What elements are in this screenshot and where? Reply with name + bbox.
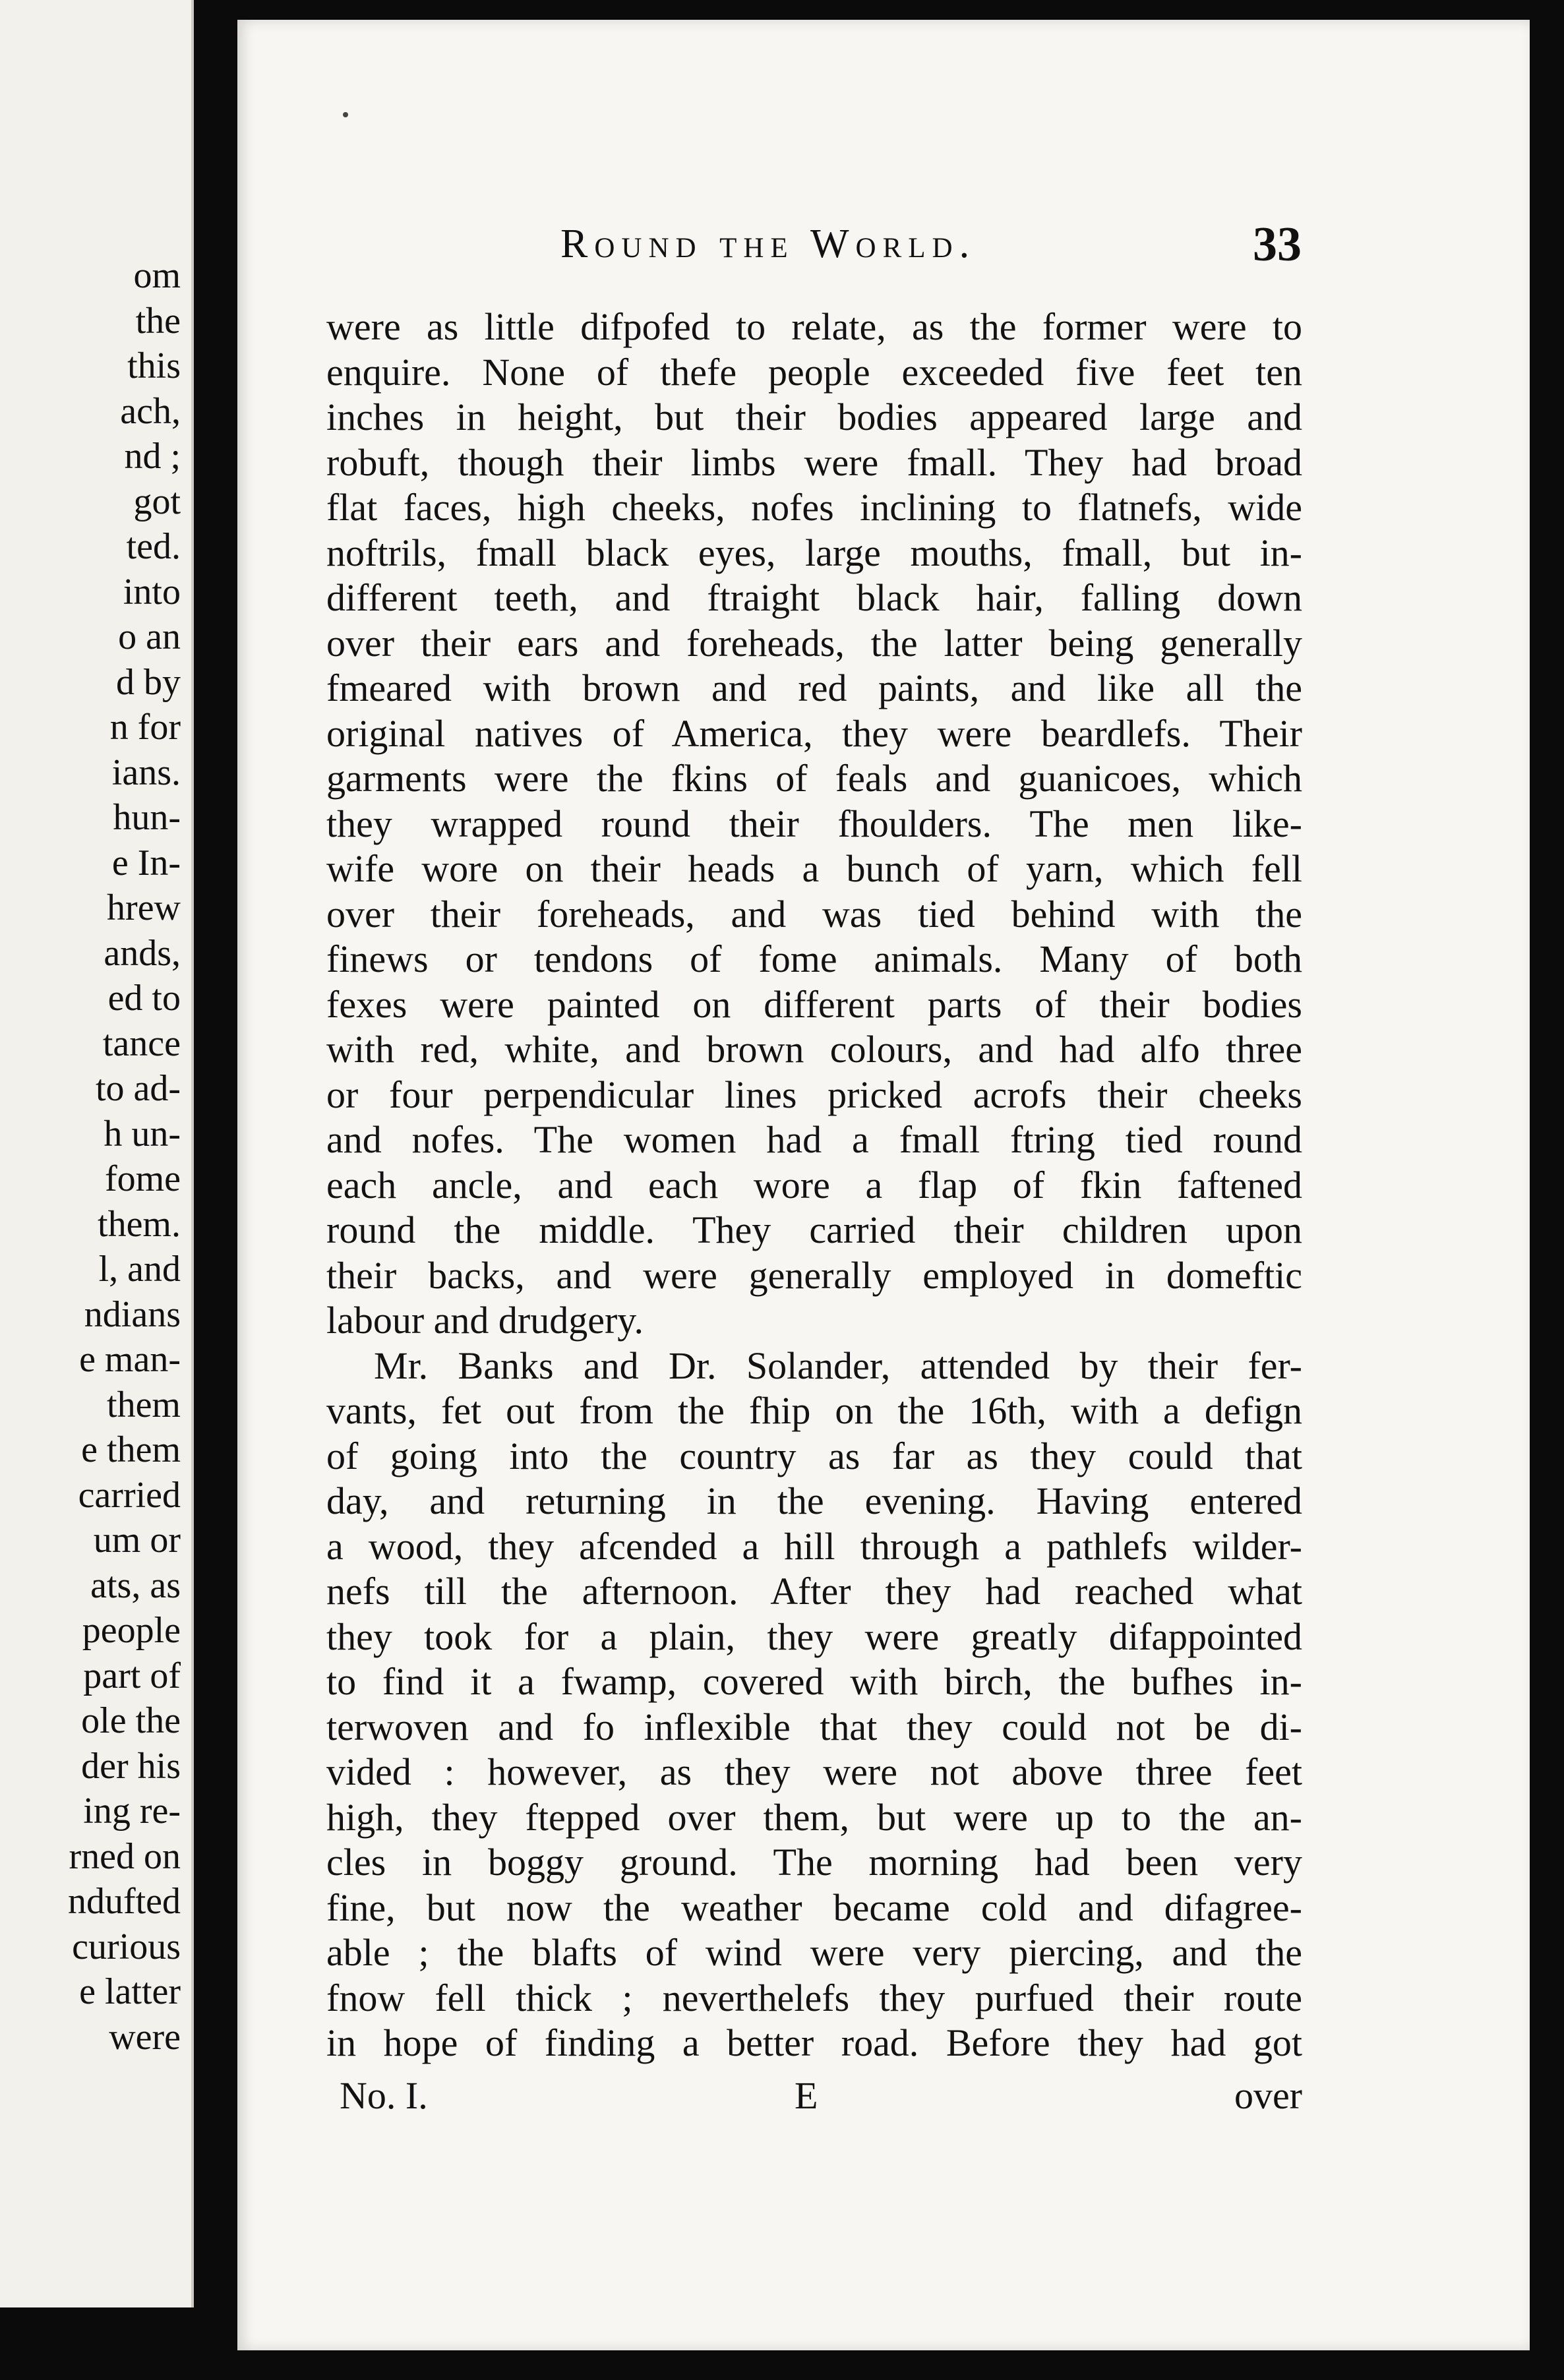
fragment-line: part of	[83, 1655, 181, 1696]
text-line: labour and drudgery.	[326, 1299, 644, 1342]
fragment-line: o an	[118, 616, 181, 657]
page-number: 33	[1253, 218, 1302, 272]
text-line: over their ears and foreheads, the latter being generally	[326, 621, 1302, 665]
text-line: a wood, they afcended a hill through a pathlefs wilder-	[326, 1524, 1302, 1568]
text-line: their backs, and were generally employed in domeftic	[326, 1253, 1302, 1297]
text-line: nefs till the afternoon. After they had reached what	[326, 1570, 1302, 1613]
fragment-line: the	[135, 300, 181, 342]
fragment-line: ndians	[84, 1294, 181, 1335]
fragment-line: this	[127, 345, 181, 386]
text-line: or four perpendicular lines pricked acrofs their cheeks	[326, 1073, 1302, 1116]
signature-mark: E	[795, 2074, 818, 2117]
fragment-line: ted.	[126, 526, 181, 567]
fragment-line: fome	[104, 1158, 181, 1199]
fragment-line: n for	[109, 707, 181, 748]
text-line: flat faces, high cheeks, nofes inclining to flatnefs, wide	[326, 486, 1302, 529]
fragment-line: to ad-	[95, 1068, 181, 1109]
page-header	[237, 208, 1530, 274]
text-line: vants, fet out from the fhip on the 16th, with a defign	[326, 1389, 1302, 1432]
fragment-line: ed to	[107, 978, 181, 1019]
fragment-line: ach,	[120, 390, 181, 432]
fragment-line: e latter	[79, 1971, 181, 2012]
fragment-line: der his	[81, 1745, 181, 1787]
fragment-line: hun-	[113, 797, 181, 838]
fragment-line: hrew	[107, 887, 181, 928]
fragment-line: e man-	[79, 1339, 181, 1380]
fragment-line: rned on	[69, 1835, 181, 1877]
fragment-line: ole the	[81, 1700, 181, 1741]
text-line: cles in boggy ground. The morning had been very	[326, 1841, 1302, 1884]
text-line: wife wore on their heads a bunch of yarn, which fell	[326, 847, 1302, 890]
fragment-line: l, and	[98, 1249, 181, 1290]
text-line: were as little difpofed to relate, as the former were to	[326, 305, 1302, 348]
text-line: garments were the fkins of feals and guanicoes, which	[326, 757, 1302, 800]
body-text	[326, 305, 1302, 2066]
fragment-line: ians.	[111, 752, 181, 793]
text-line: to find it a fwamp, covered with birch, the bufhes in-	[326, 1660, 1302, 1703]
fragment-line: carried	[78, 1474, 181, 1516]
fragment-line: them	[107, 1384, 181, 1425]
fragment-line: got	[133, 481, 181, 522]
fragment-line: them.	[98, 1203, 181, 1245]
fragment-line: om	[133, 255, 181, 296]
text-line: over their foreheads, and was tied behind with the	[326, 892, 1302, 936]
text-line: terwoven and fo inflexible that they could not be di-	[326, 1705, 1302, 1748]
facing-page-fragment	[0, 0, 194, 2307]
running-title: Round the World.	[560, 222, 977, 266]
fragment-line: h un-	[104, 1113, 181, 1154]
fragment-line: curious	[72, 1926, 181, 1967]
text-line: inches in height, but their bodies appeared large and	[326, 396, 1302, 438]
text-line: fnow fell thick ; neverthelefs they purfued their route	[326, 1976, 1302, 2019]
fragment-line: were	[109, 2016, 181, 2058]
text-line: they wrapped round their fhoulders. The men like-	[326, 802, 1302, 845]
text-line: Mr. Banks and Dr. Solander, attended by their fer-	[374, 1344, 1302, 1387]
fragment-line: d by	[116, 661, 181, 703]
text-line: fexes were painted on different parts of their bodies	[326, 982, 1302, 1026]
fragment-line: ing re-	[83, 1791, 181, 1831]
text-line: different teeth, and ftraight black hair, falling down	[326, 576, 1302, 619]
text-line: original natives of America, they were beardlefs. Their	[326, 711, 1302, 755]
text-line: vided : however, as they were not above three feet	[326, 1750, 1302, 1793]
text-line: in hope of finding a better road. Before they had got	[326, 2021, 1302, 2064]
catchword: over	[1234, 2074, 1302, 2117]
text-line: fmeared with brown and red paints, and like all the	[326, 667, 1302, 709]
text-line: round the middle. They carried their children upon	[326, 1208, 1302, 1251]
fragment-line: ands,	[104, 932, 181, 974]
text-line: each ancle, and each wore a flap of fkin faftened	[326, 1163, 1302, 1206]
text-line: able ; the blafts of wind were very piercing, and the	[326, 1931, 1302, 1974]
page-footer	[340, 2073, 1302, 2126]
text-line: high, they ftepped over them, but were up to the an-	[326, 1795, 1302, 1839]
fragment-line: e them	[81, 1429, 181, 1470]
fragment-line: ats, as	[90, 1564, 181, 1606]
paper-speck	[343, 112, 348, 117]
text-line: robuft, though their limbs were fmall. They had broad	[326, 440, 1302, 484]
text-line: fine, but now the weather became cold and difagree-	[326, 1886, 1302, 1929]
text-line: and nofes. The women had a fmall ftring tied round	[326, 1118, 1302, 1161]
text-line: they took for a plain, they were greatly difappointed	[326, 1615, 1302, 1658]
fragment-line: um or	[93, 1520, 181, 1561]
text-line: finews or tendons of fome animals. Many of both	[326, 937, 1302, 980]
text-line: enquire. None of thefe people exceeded five feet ten	[326, 350, 1302, 394]
book-page	[237, 20, 1530, 2350]
fragment-line: nd ;	[124, 436, 181, 477]
signature-number: No. I.	[340, 2074, 428, 2117]
text-line: of going into the country as far as they could that	[326, 1434, 1302, 1477]
fragment-line: tance	[102, 1023, 181, 1064]
text-line: noftrils, fmall black eyes, large mouths, fmall, but in-	[326, 531, 1302, 574]
text-line: day, and returning in the evening. Having entered	[326, 1479, 1302, 1522]
text-line: with red, white, and brown colours, and had alfo three	[326, 1028, 1302, 1071]
fragment-line: e In-	[111, 842, 181, 883]
fragment-line: ndufted	[67, 1881, 181, 1922]
fragment-line: into	[123, 571, 181, 612]
fragment-line: people	[82, 1610, 181, 1651]
